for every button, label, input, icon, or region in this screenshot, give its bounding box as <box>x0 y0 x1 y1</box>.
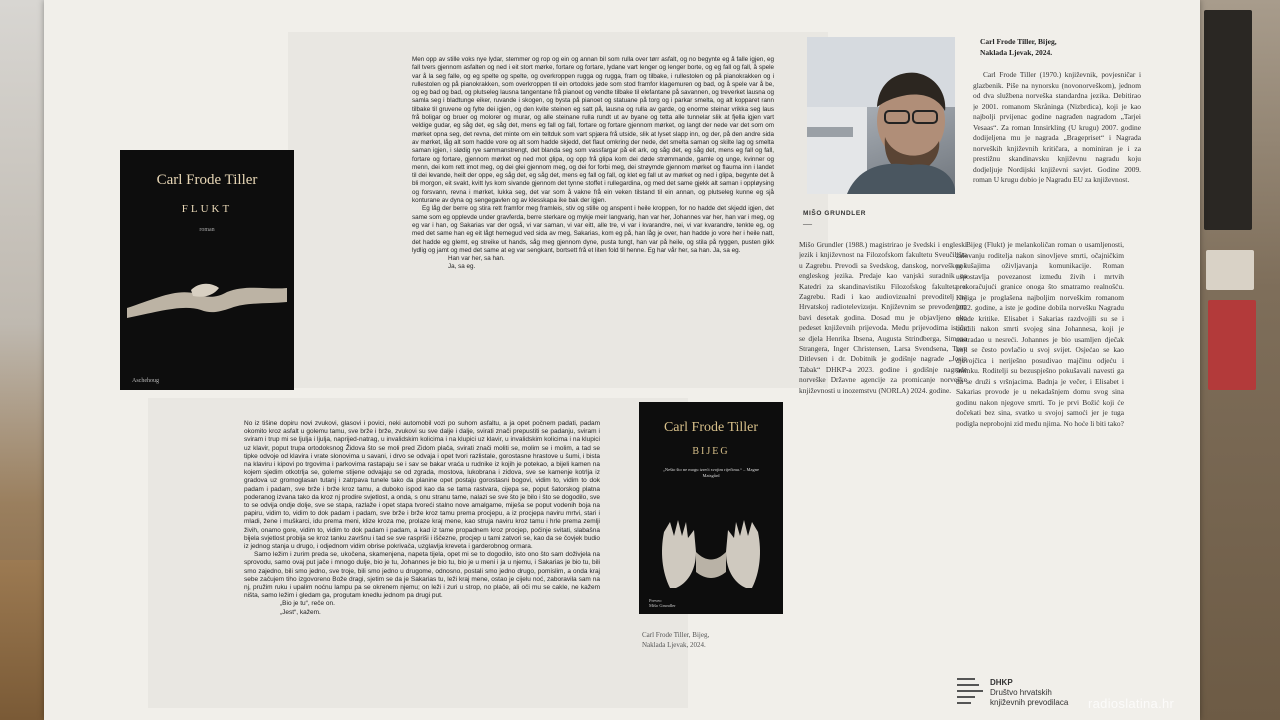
croatian-dialogue: „Jest“, kažem. <box>280 608 321 616</box>
translator-bio: Mišo Grundler (1988.) magistrirao je švedski i engleski jezik i književnost na Filozofskom fakultetu Sveučilišta u Zagrebu. Prevodi sa švedskog, danskog, norveškog i engleskog jezika. Predaje kao vanjski suradnik na Katedri za skandinavistiku Filozofskog fakulteta u Zagrebu. Radi i kao audiovizualni prevoditelj na Hrvatskoj radiotelevizији. Književnim se prevođenjem bavi desetak godina. Dosad mu je objavljeno oko pedeset književnih prijevoda. Među prijevodima ističu se djela Henrika Ibsena, Augusta Strindberga, Simona Strangera, Inger Christensen, Larsa Svendsena, Tove Ditlevsen i dr. Dobitnik je godišnje nagrade „Josip Tabak“ DHKP-a 2023. godine i godišnje nagrade norveške Državne agencije za promicanje norveške književnosti u inozemstvu (NORLA) 2024. godine. <box>799 240 967 395</box>
divider-dash: — <box>803 219 812 229</box>
author-heading <box>980 36 1140 58</box>
author-bio: Carl Frode Tiller (1970.) književnik, povjesničar i glazbenik. Piše na nynorsku (novonorveškom), jednom od dva službena norveška standardna jezika. Debitirao je 2001. romanom Skråninga (Nizbrdica), koji je kao najbolji prvijenac godine nagrađen nagradom „Tarjei Vesaas“. Za roman Innsirkling (U krugu) 2007. godine dodijeljena mu je nagrada „Bragepriset“ i Nagrada norveških književnih kritičara, a nominiran je i za prestižnu skandinavsku književnu nagradu koju dodjeljuje Nordijski književni savjet. Godine 2009. roman U krugu dobio je Nagradu EU za književnost. <box>973 70 1141 184</box>
translator-name: MIŠO GRUNDLER <box>803 210 867 217</box>
book-description: Bijeg (Flukt) je melankoličan roman o usamljenosti, žalovanju roditelja nakon sinovljeve smrti, očajničkim pokušajima oživljavanja komunikacije. Roman uspostavlja povezanost između živih i mrtvih prekoračujući granice onoga što smatramo realnošću. Knjiga je proglašena najboljim norveškim romanom 2022. godine, a iste je godine dobila norvešku Nagradu mlade kritike. Elisabet i Sakarias razdvojili su se i otuđili nakon smrti svojeg sina Johannesa, koji je nastradao u nesreći. Johannes je bio usamljen dječak koji se često povlačio u svoj svijet. Osjećao se kao djevojčica i neriješno posudivao majčinu odjeću i šminku. Roditelji su bezuspješno pokušavali navesti ga da se druži s vršnjacima. Badnja je večer, i Elisabet i Sakarias provode je u nekadašnjem domu svog sina godinu nakon njegove smrti. To je prvi Božić koji će dočekati bez sina, svatko u svojoj samoći jer je tuga podigla neprobojni zid među njima. No hoće li biti tako? <box>956 240 1124 428</box>
translator-portrait <box>807 37 955 194</box>
cover-author: Carl Frode Tiller <box>156 172 258 188</box>
cover-author: Carl Frode Tiller <box>663 420 759 435</box>
croatian-excerpt <box>244 420 600 705</box>
cover-subtitle: roman <box>199 227 215 233</box>
croatian-paragraph: Samo ležim i zurim preda se, ukočena, skamenjena, napeta tijela, opet mi se to dogodilo, isto ono što sam doživjela na sprovodu, samo ovaj put jače i mnogo dulje, bio je tu, Johannes je bio tu, bio je u meni i ja u njemu, i Sakarias je bio tu, bili smo zajedno, bili smo jedno, sve troje, bili smo jedno u drugome, odnosno, postali smo jedno drugo, pomislim, a onda kraj sebe začujem tiho izgovoreno Bože dragi, sjetim se da je Sakarias tu, leži kraj mene, ostao je cijelu noć, zaboravila sam na nj, pružim ruku i upalim noćnu lampu pa se okrenem njemu; on leži i zuri u strop, no plače, ali oči mu se caklе, ne kažem ništa, samo ležim i gledam ga, progutam knedlu jednom pa drugi put. <box>244 551 600 600</box>
cover-title: FLUKT <box>181 203 233 215</box>
bookshelf-right <box>1200 0 1280 720</box>
croatian-paragraph: No iz tišine dopiru novi zvukovi, glasovi i povici, neki automobil vozi po suhom asfaltu, a ja opet počnem padati, padam okomito kroz asfalt u golemu tamu, sve brže i brže, zvukovi su sve dalje i dalje, svirati znači prepustiti se padanju, sviram i sviram i trup mi se ljulja i ljulja, naprijed-natrag, u invalidskim kolicima i na klupici uz klavir, u invalidskim kolicima i na klupici uz klavir, poput trupa ortodoksnog Židova što se moli pred Zidom plača, svirati znači moliti se, molim se i molim, a tad se tipke odvoje od klavira i vrate slonovima u savani, i drvo se odvaja i opet tvori razlistale, gorostasne hrastove u šumi, i bista na klaviru i kipovi po trgovima i parkovima rastapaju se i sav se bakar vraća u rudnike iz kojih je potekao, a bijeli kamen na kojem sjedim otkotrlja se, goleme stijene odvajaju se od zgrada, mostova, lukobrana i zidova, sve se kamenje kotrlja iz gradova uz gromoglasan tutanj i zatrpava tunele tako da planine opet postaju gorostasni bogovi, vidim to, vidim to dok padam i padam, sve brže i brže kroz tamu, a duboko ispod kao da se tama rastvara, cijepa se, poput šatorskog platna poderanog izvana tako da kroz nj prodire svjetlost, a onda, s onu stranu tame, nalazi se sve što je bilo i što se dogodilo, sve to se odvija ondje dolje, sve se stapa, razlaže i opet stapa tvoreći stalno nove amalgame, miješa se poput vodenih boja na papiru, vidim to, vidim to dok padam i padam, sve brže i brže kroz tamu prema procjepu, a iz procjepa naviru mrtvi, stari i mladi, žene i muškarci, idu prema meni, klize kroza me, prolaze kraj mene, kao struja naviru kroz tamu i hrle prema zemlji živih, onamo gore, vidim to, vidim to dok padam i padam, a kad iz tame propadnem kroz procjep, počinje svitati, slabašna bijela svjetlost probija se kroz tanku završnu i tad se sve raspriši i iščezne, procjep u tami zatvori se, kao da se čovjek budio iz jednog stanja u drugo, i odjednom vidim obrise pokrivača, uzglavlja kreveta i garderobnog ormara. <box>244 420 600 551</box>
caption-line: Carl Frode Tiller, Bijeg, <box>642 631 710 639</box>
norwegian-dialogue: Han var her, sa han. <box>448 255 505 263</box>
norwegian-excerpt <box>412 56 774 384</box>
watermark: radioslatina.hr <box>1088 696 1175 711</box>
portrait-photo <box>807 37 955 194</box>
heading-line: Carl Frode Tiller, Bijeg, <box>980 37 1057 46</box>
org-abbreviation: DHKP <box>990 678 1013 687</box>
org-name-line: književnih prevodilaca <box>990 698 1069 707</box>
caption-line: Naklada Ljevak, 2024. <box>642 641 706 649</box>
cover-blurb: „Nešto što ne mogu izreći svojim riječima.“ – Magne Matsgård <box>662 467 760 478</box>
heading-line: Naklada Ljevak, 2024. <box>980 48 1053 57</box>
book-cover-flukt <box>120 150 294 390</box>
shelf-book <box>1204 10 1252 230</box>
org-name-line: Društvo hrvatskih <box>990 688 1052 697</box>
dhkp-logo-icon <box>957 678 983 712</box>
dhkp-footer <box>990 678 1068 708</box>
exhibition-poster <box>44 0 1200 720</box>
bijeg-caption <box>642 630 709 650</box>
open-hands-image <box>656 512 766 592</box>
translator-column <box>803 210 968 229</box>
norwegian-paragraph: Men opp av stille voks nye lydar, stemmer og rop og ein og annan bil som rulla over tørr asfalt, og no begynte eg å falle igjen, eg fall tvers gjennom asfalten og ned i eit stort mørke, fortare og fortare, lydane vart lenger og lenger borte, og eg fall og fall, å spele var å la seg falle, og eg spelte og spelte, og overkroppen rugga og rugga, fram og tilbake, i rullestolen og på pianokrakken og i rullestolen og på pianokrakken, som overkroppen til ein ortodoks jøde som stod framfor klagemuren og bad, og å spele var å be, og eg bad og bad, og plutseleg lausna tangentane frå pianoet og vendte tilbake til elefantane på savannen, og treverket lausna og samla seg i bladtunge eiker, ruvande i skogen, og bysta på pianoet og statuane på torg og i parkar smelta, og alt kopparet rann tilbake til gruvene og fylte dei igjen, og den kvite steinen eg satt på, lausna og rulla av garde, og enorme steinar vrikka seg laus frå boligar og bruer og molorer og murar, og alle steinane rulla rundt ut av byane og tetta alle tunnelar slik at fjella igjen vart veldige gudar, eg såg det, eg såg det, mens eg fall og fall, fortare og fortare gjennom mørket, og langt der nede var det som om mørket opna seg, det revna, det minte om ein teltduk som vart spjæra frå utside, slik at lyset slapp inn, og der, på den andre sida av mørket, låg alt som hadde vore og alt som hadde skjedd, det flaut omkring der nede, det smelta saman og skilte lag og smelta saman igjen, i slødig rye sammanstrengt, det blanda seg som vassfargar på eit ark, og såg det, eg såg det, mens eg fall og fall, fortare og fortare, gjennom mørket og ned mot glipa, og opp frå glipa kom dei døde strømmande, gamle og unge, kvinner og menn, dei kom rett imot meg, og dei glei gjennom meg, og dei for forbi meg, dei strøymde gjennom mørket og flauma inn i landet til dei levande, heilt der oppe, eg såg det, eg såg det, mens eg fall og fall, og klet eg fall ut av mørket og ned i glipa, begynte det å bli morgon, eit svakt, kvitt lys kom sivande gjennom det tynne stoffet i rullegardina, og med det same gjekk alt saman i oppløysing og forsvann, revna i mørket, lukka seg, det var som å vakne frå ein veken tilstand til ein annan, og plutseleg kunne eg sjå konturane av dyna og sengegavlen og av klesskapa ike bak der igjen. <box>412 56 774 205</box>
cover-title: BIJEG <box>692 446 730 457</box>
shelf-book <box>1208 300 1256 390</box>
shelf-book <box>1206 250 1254 290</box>
cover-publisher: Aschehoug <box>132 378 159 384</box>
norwegian-dialogue: Ja, sa eg. <box>448 263 476 271</box>
clasped-hands-image <box>127 268 287 328</box>
cover-translator: Preveo Mišo Grundler <box>649 598 676 608</box>
croatian-dialogue: „Bio je tu“, reče on. <box>280 600 335 608</box>
norwegian-paragraph: Eg låg der berre og stira rett framfor meg framleis, stiv og stille og anspent i heile kroppen, for no hadde det skjedd igjen, det same som eg opplevde under gravferda, berre sterkare og mykje meir langvarig, han var her, Johannes var her, han var i meg, og eg var i han, og Sakarias var der også, vi var saman, vi var eitt, alle tre, vi var i kvarandre, nei, vi var kvarandre, tenkte eg, og med det same han eg eit lågt hemegud ved sida av meg, Sakarias, kom eg på, han låg je over, han hadde jo vore her i heile natt, det hadde eg glemt, eg streike ut hands, såg meg gjennom dyne, pusta tungt, han var på heile, og stila på ryggen, pusten gikk lydlig og jamt og med det same at eg var sengkant, bortsett frå et liten fold til henne. Eg har vår her, sa han. Ja, sa eg. <box>412 205 774 254</box>
book-cover-bijeg <box>639 402 783 614</box>
